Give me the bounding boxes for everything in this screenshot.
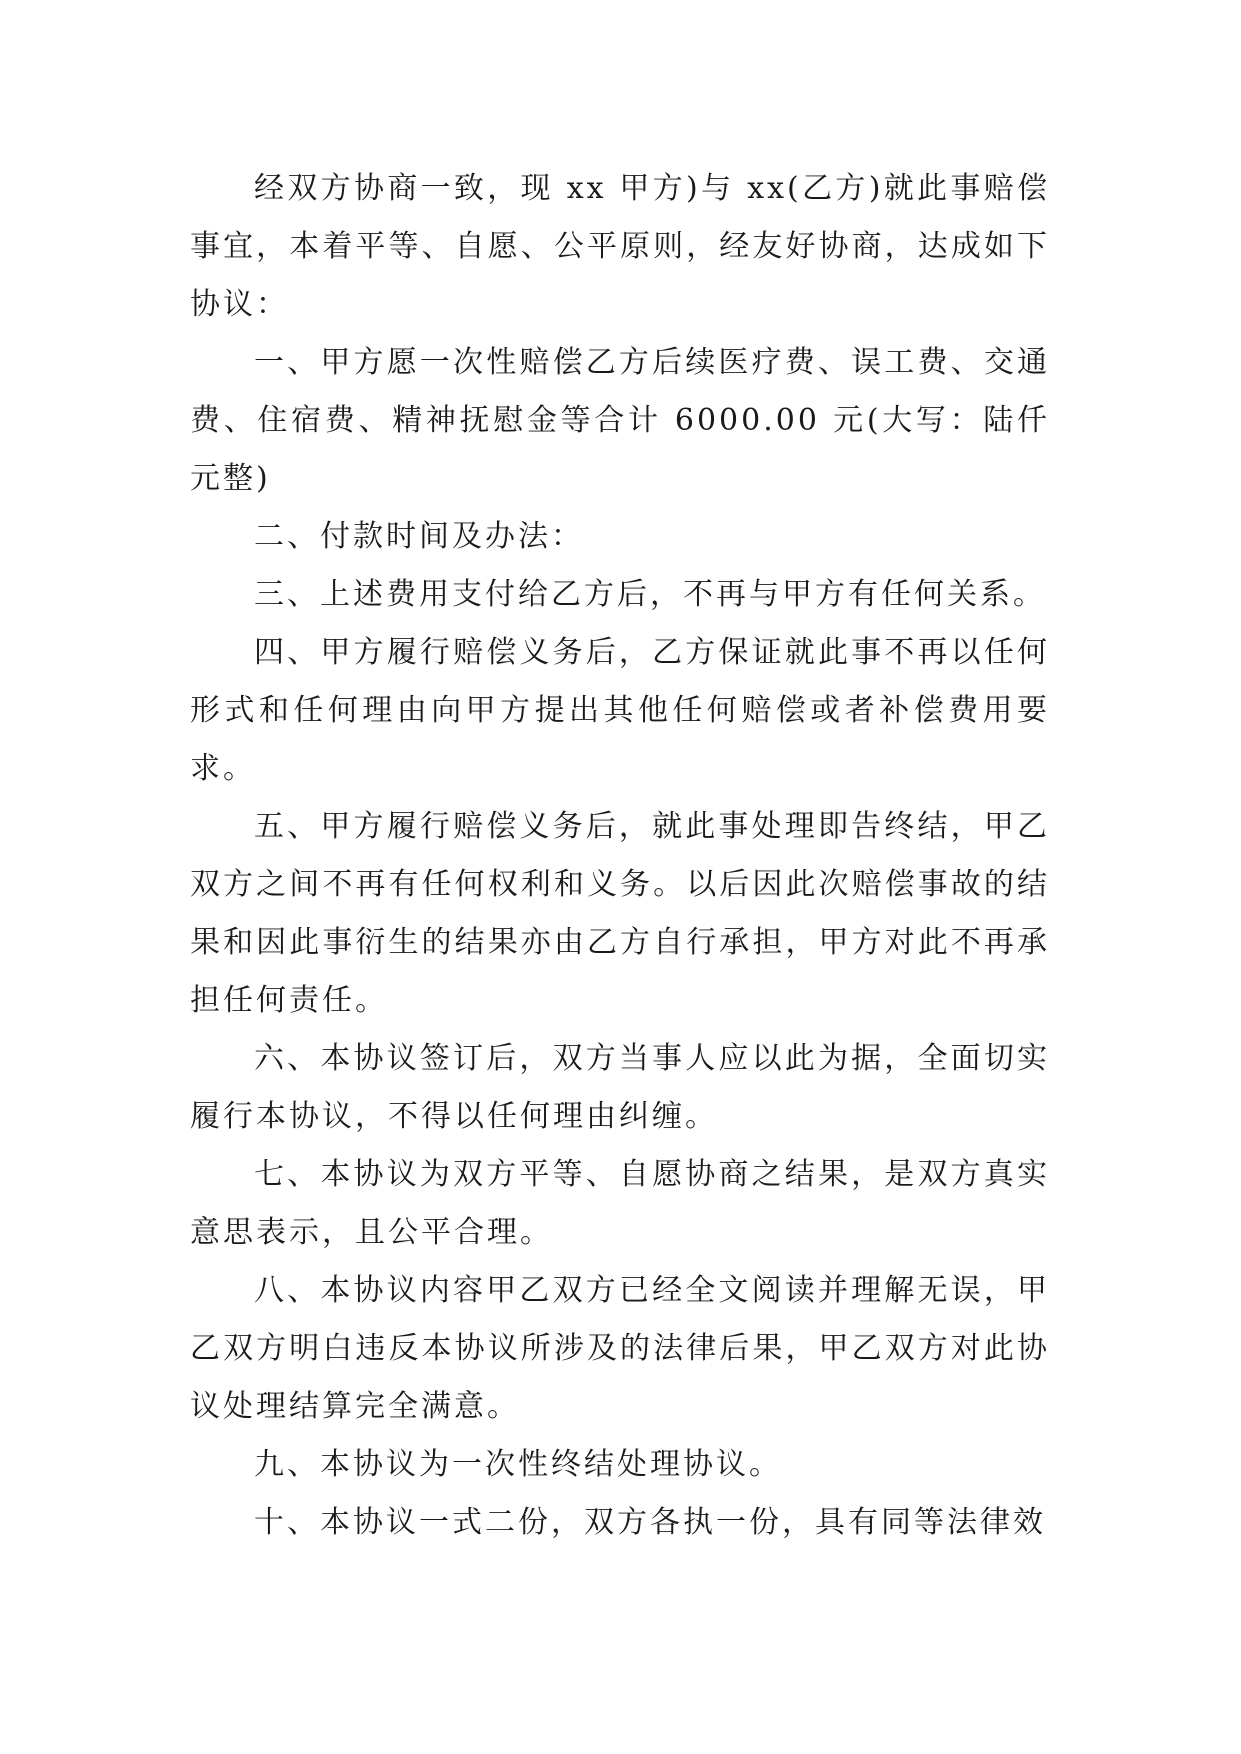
paragraph-clause-7: 七、本协议为双方平等、自愿协商之结果，是双方真实意思表示，且公平合理。 bbox=[190, 1157, 1050, 1250]
paragraph-clause-3: 三、上述费用支付给乙方后，不再与甲方有任何关系。 bbox=[254, 577, 1046, 612]
paragraph-preamble: 经双方协商一致，现 xx 甲方)与 xx(乙方)就此事赔偿事宜，本着平等、自愿、公平原则，经友好协商，达成如下协议： bbox=[190, 171, 1050, 322]
paragraph-clause-10: 十、本协议一式二份，双方各执一份，具有同等法律效 bbox=[254, 1505, 1046, 1540]
paragraph-clause-5: 五、甲方履行赔偿义务后，就此事处理即告终结，甲乙双方之间不再有任何权利和义务。以后因此次赔偿事故的结果和因此事衍生的结果亦由乙方自行承担，甲方对此不再承担任何责任。 bbox=[190, 809, 1050, 1018]
paragraph-clause-2: 二、付款时间及办法： bbox=[254, 519, 584, 554]
paragraph-clause-9: 九、本协议为一次性终结处理协议。 bbox=[254, 1447, 782, 1482]
paragraph-clause-6: 六、本协议签订后，双方当事人应以此为据，全面切实履行本协议，不得以任何理由纠缠。 bbox=[190, 1041, 1050, 1134]
document-body bbox=[190, 160, 1050, 1552]
paragraph-clause-8: 八、本协议内容甲乙双方已经全文阅读并理解无误，甲乙双方明白违反本协议所涉及的法律后果，甲乙双方对此协议处理结算完全满意。 bbox=[190, 1273, 1050, 1424]
paragraph-clause-4: 四、甲方履行赔偿义务后，乙方保证就此事不再以任何形式和任何理由向甲方提出其他任何赔偿或者补偿费用要求。 bbox=[190, 635, 1050, 786]
paragraph-clause-1: 一、甲方愿一次性赔偿乙方后续医疗费、误工费、交通费、住宿费、精神抚慰金等合计 6000.00 元(大写：陆仟元整) bbox=[190, 345, 1050, 496]
